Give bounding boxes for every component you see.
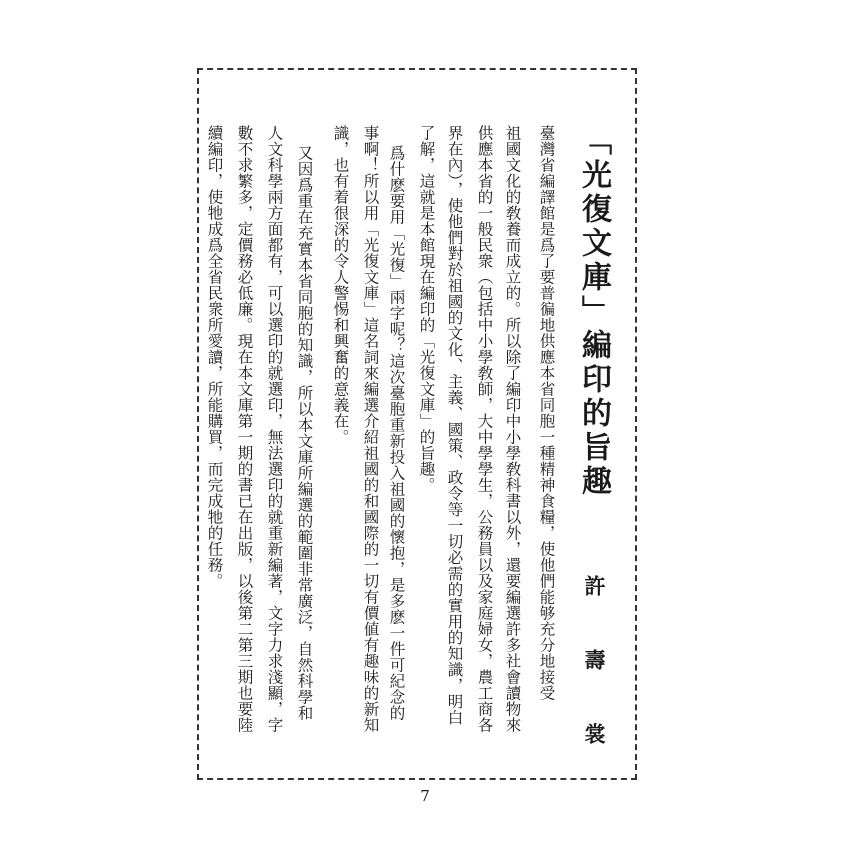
author-name: 許 壽 裳 — [582, 575, 607, 758]
text-line: 了解，這就是本館現在編印的「光復文庫」的旨趣。 — [417, 125, 436, 493]
text-line: 祖國文化的敎養而成立的。所以除了編印中小學敎科書以外，還要編選許多社會讀物來 — [503, 125, 522, 733]
article-title: 「光復文庫」編印的旨趣 — [576, 125, 611, 499]
text-line: 爲什麽要用「光復」兩字呢？這次臺胞重新投入祖國的懷抱，是多麽一件可紀念的 — [387, 145, 406, 721]
page-border — [197, 68, 637, 780]
text-line: 供應本省的一般民衆（包括中小學敎師，大中學學生，公務員以及家庭婦女，農工商各 — [475, 125, 494, 733]
text-line: 識，也有着很深的令人警惕和興奮的意義在。 — [331, 125, 350, 445]
text-line: 續編印，使牠成爲全省民衆所愛讀，所能購買，而完成牠的任務。 — [205, 125, 224, 589]
text-line: 又因爲重在充實本省同胞的知識，所以本文庫所編選的範圍非常廣泛，自然科學和 — [295, 145, 314, 721]
text-line: 人文科學兩方面都有，可以選印的就選印，無法選印的就重新編著，文字力求淺顯，字 — [265, 125, 284, 733]
text-line: 數不求繁多，定價務必低廉。現在本文庫第一期的書已在出版，以後第二第三期也要陸 — [235, 125, 254, 733]
text-line: 界在內），使他們對於祖國的文化、主義、國策、政令等一切必需的實用的知識，明白 — [445, 125, 464, 726]
text-line: 臺灣省編譯館是爲了要普徧地供應本省同胞一種精神食糧，使他們能够充分地接受 — [537, 125, 556, 701]
text-line: 事啊！所以用「光復文庫」這名詞來編選介紹祖國的和國際的一切有價値有趣味的新知 — [361, 125, 380, 733]
page-number: 7 — [420, 787, 430, 805]
